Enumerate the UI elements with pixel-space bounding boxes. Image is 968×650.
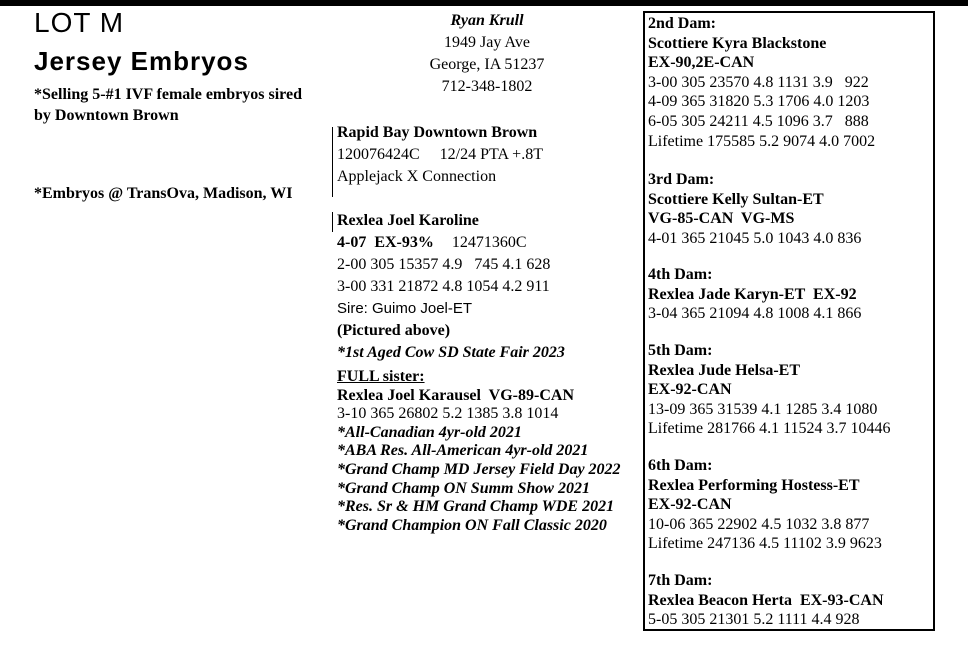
full-sister-block xyxy=(337,368,621,535)
dam-2-record: 6-05 305 24211 4.5 1096 3.7 888 xyxy=(648,112,869,130)
sire-block xyxy=(337,122,543,188)
breed-title: Jersey Embryos xyxy=(34,46,249,76)
consignor-name: Ryan Krull xyxy=(450,12,524,29)
dam-6-label: 6th Dam: xyxy=(648,457,713,474)
dam-record: 3-00 331 21872 4.8 1054 4.2 911 xyxy=(337,278,550,295)
dam-6-name: Rexlea Performing Hostess-ET xyxy=(648,476,860,494)
dam-sire: Sire: Guimo Joel-ET xyxy=(337,300,473,317)
dam-2-lifetime: Lifetime 175585 5.2 9074 4.0 7002 xyxy=(648,132,876,150)
embryo-location: *Embryos @ TransOva, Madison, WI xyxy=(34,185,293,202)
dam-5-name: Rexlea Jude Helsa-ET xyxy=(648,361,800,379)
dam-2-section xyxy=(648,14,875,151)
dam-pictured-note: (Pictured above) xyxy=(337,322,451,339)
dam-class-row xyxy=(337,232,565,254)
full-sister-award: *Grand Champ MD Jersey Field Day 2022 xyxy=(337,460,621,478)
dam-registration: 12471360C xyxy=(451,234,527,251)
dam-5-section xyxy=(648,341,891,439)
dam-5-record: 13-09 365 31539 4.1 1285 3.4 1080 xyxy=(648,400,878,418)
dam-4-label: 4th Dam: xyxy=(648,266,713,283)
full-sister-award: *All-Canadian 4yr-old 2021 xyxy=(337,423,522,441)
dam-4-section xyxy=(648,265,861,324)
dam-6-lifetime: Lifetime 247136 4.5 11102 3.9 9623 xyxy=(648,535,882,553)
dam-3-name: Scottiere Kelly Sultan-ET xyxy=(648,190,824,208)
full-sister-record: 3-10 365 26802 5.2 1385 3.8 1014 xyxy=(337,405,559,423)
dam-2-label: 2nd Dam: xyxy=(648,15,717,32)
dam-name: Rexlea Joel Karoline xyxy=(337,212,479,229)
top-rule xyxy=(0,0,968,6)
dam-6-section xyxy=(648,456,882,554)
sire-registration: 120076424C 12/24 PTA +.8T xyxy=(337,146,543,163)
dam-5-label: 5th Dam: xyxy=(648,342,713,359)
full-sister-label: FULL sister: xyxy=(337,368,425,385)
dam-5-lifetime: Lifetime 281766 4.1 11524 3.7 10446 xyxy=(648,420,891,438)
lot-title: LOT M xyxy=(34,7,125,38)
dam-2-record: 3-00 305 23570 4.8 1131 3.9 922 xyxy=(648,73,869,91)
dam-3-class: VG-85-CAN VG-MS xyxy=(648,210,795,228)
dam-classification: 4-07 EX-93% xyxy=(337,234,434,251)
dam-3-record: 4-01 365 21045 5.0 1043 4.0 836 xyxy=(648,229,862,247)
consignor-phone: 712-348-1802 xyxy=(441,78,533,95)
sire-pedigree: Applejack X Connection xyxy=(337,168,497,185)
dam-2-record: 4-09 365 31820 5.3 1706 4.0 1203 xyxy=(648,93,870,111)
dam-7-record: 5-05 305 21301 5.2 1111 4.4 928 xyxy=(648,611,860,629)
pedigree-bracket-sire xyxy=(332,127,333,197)
dam-2-class: EX-90,2E-CAN xyxy=(648,54,755,72)
full-sister-award: *Grand Champ ON Summ Show 2021 xyxy=(337,479,590,497)
dam-7-name: Rexlea Beacon Herta EX-93-CAN xyxy=(648,591,884,609)
full-sister-award: *Grand Champion ON Fall Classic 2020 xyxy=(337,516,607,534)
dam-record: 2-00 305 15357 4.9 745 4.1 628 xyxy=(337,256,551,273)
dam-5-class: EX-92-CAN xyxy=(648,381,732,399)
pedigree-bracket-dam xyxy=(332,212,333,232)
dam-7-section xyxy=(648,571,884,630)
dam-3-section xyxy=(648,170,861,248)
sire-name: Rapid Bay Downtown Brown xyxy=(337,124,538,141)
dam-3-label: 3rd Dam: xyxy=(648,171,715,188)
dam-6-class: EX-92-CAN xyxy=(648,496,732,514)
dam-4-record: 3-04 365 21094 4.8 1008 4.1 866 xyxy=(648,305,862,323)
full-sister-award: *Res. Sr & HM Grand Champ WDE 2021 xyxy=(337,498,615,516)
full-sister-name: Rexlea Joel Karausel VG-89-CAN xyxy=(337,386,574,404)
dam-4-name: Rexlea Jade Karyn-ET EX-92 xyxy=(648,285,857,303)
consignor-city: George, IA 51237 xyxy=(429,56,545,73)
dam-6-record: 10-06 365 22902 4.5 1032 3.8 877 xyxy=(648,515,870,533)
dam-2-name: Scottiere Kyra Blackstone xyxy=(648,34,827,52)
consignor-contact xyxy=(392,10,582,98)
dam-block xyxy=(337,210,565,364)
consignor-address: 1949 Jay Ave xyxy=(444,34,530,51)
dam-award: *1st Aged Cow SD State Fair 2023 xyxy=(337,344,565,361)
selling-note: *Selling 5-#1 IVF female embryos sired by Downtown Brown xyxy=(34,86,302,124)
full-sister-award: *ABA Res. All-American 4yr-old 2021 xyxy=(337,442,589,460)
dam-7-label: 7th Dam: xyxy=(648,572,713,589)
